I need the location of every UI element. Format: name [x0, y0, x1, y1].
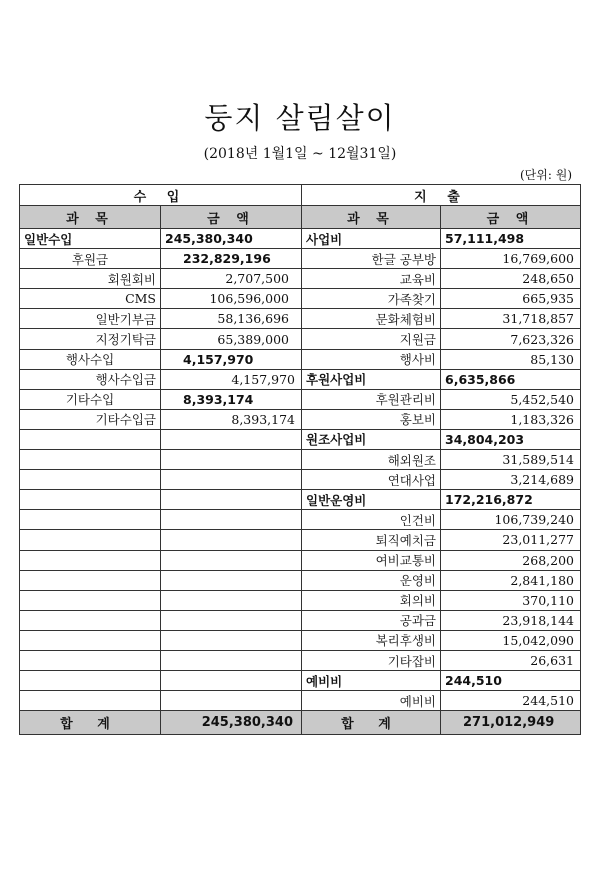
- income-subject: [20, 570, 161, 590]
- expense-amount: 172,216,872: [441, 490, 581, 510]
- income-subject-header: 과 목: [20, 206, 161, 229]
- income-subject: 회원회비: [20, 269, 161, 289]
- expense-subject: 홍보비: [302, 409, 441, 429]
- income-amount: 65,389,000: [161, 329, 302, 349]
- expense-amount: 26,631: [441, 650, 581, 670]
- expense-subject: 연대사업: [302, 470, 441, 490]
- income-amount: 8,393,174: [161, 389, 302, 409]
- expense-subject: 일반운영비: [302, 490, 441, 510]
- table-row: [20, 530, 581, 550]
- income-header: 수 입: [20, 185, 302, 206]
- table-row: [20, 630, 581, 650]
- expense-amount-header: 금 액: [441, 206, 581, 229]
- income-subject: [20, 450, 161, 470]
- income-amount: 4,157,970: [161, 369, 302, 389]
- table-row: [20, 229, 581, 249]
- income-subject: [20, 671, 161, 691]
- expense-subject: 운영비: [302, 570, 441, 590]
- income-amount: [161, 470, 302, 490]
- expense-subject: 기타잡비: [302, 650, 441, 670]
- income-amount: [161, 630, 302, 650]
- expense-amount: 16,769,600: [441, 249, 581, 269]
- income-subject: CMS: [20, 289, 161, 309]
- table-row: [20, 650, 581, 670]
- table-row: [20, 309, 581, 329]
- expense-subject: 행사비: [302, 349, 441, 369]
- income-subject: 지정기탁금: [20, 329, 161, 349]
- expense-amount: 7,623,326: [441, 329, 581, 349]
- income-amount: 245,380,340: [161, 229, 302, 249]
- income-subject: [20, 550, 161, 570]
- income-subject: [20, 530, 161, 550]
- expense-amount: 106,739,240: [441, 510, 581, 530]
- expense-amount: 34,804,203: [441, 429, 581, 449]
- income-amount: [161, 490, 302, 510]
- expense-subject: 예비비: [302, 691, 441, 711]
- income-amount: [161, 590, 302, 610]
- income-amount: 106,596,000: [161, 289, 302, 309]
- income-subject: [20, 490, 161, 510]
- income-subject: 일반기부금: [20, 309, 161, 329]
- income-amount: [161, 450, 302, 470]
- income-subject: 기타수입: [20, 389, 161, 409]
- income-amount: 232,829,196: [161, 249, 302, 269]
- table-row: [20, 269, 581, 289]
- expense-subject-header: 과 목: [302, 206, 441, 229]
- table-row: [20, 671, 581, 691]
- income-amount: 58,136,696: [161, 309, 302, 329]
- expense-subject: 공과금: [302, 610, 441, 630]
- expense-amount: 6,635,866: [441, 369, 581, 389]
- expense-amount: 370,110: [441, 590, 581, 610]
- expense-subject: 해외원조: [302, 450, 441, 470]
- expense-amount: 244,510: [441, 691, 581, 711]
- expense-subject: 지원금: [302, 329, 441, 349]
- income-amount: [161, 510, 302, 530]
- expense-amount: 15,042,090: [441, 630, 581, 650]
- expense-subject: 사업비: [302, 229, 441, 249]
- income-amount: [161, 691, 302, 711]
- expense-amount: 5,452,540: [441, 389, 581, 409]
- income-amount: 2,707,500: [161, 269, 302, 289]
- table-row: [20, 570, 581, 590]
- income-subject: [20, 510, 161, 530]
- section-header-row: [20, 185, 581, 206]
- income-subject: [20, 610, 161, 630]
- table-row: [20, 510, 581, 530]
- table-row: [20, 470, 581, 490]
- income-subject: [20, 650, 161, 670]
- expense-subject: 복리후생비: [302, 630, 441, 650]
- income-subject: [20, 590, 161, 610]
- expense-total-label: 합 계: [302, 711, 441, 735]
- table-row: [20, 450, 581, 470]
- unit-note: (단위: 원): [520, 168, 572, 182]
- income-amount: [161, 530, 302, 550]
- income-amount: [161, 550, 302, 570]
- expense-amount: 244,510: [441, 671, 581, 691]
- expense-subject: 한글 공부방: [302, 249, 441, 269]
- expense-amount: 268,200: [441, 550, 581, 570]
- table-row: [20, 550, 581, 570]
- expense-subject: 여비교통비: [302, 550, 441, 570]
- income-subject: 행사수입금: [20, 369, 161, 389]
- income-subject: 기타수입금: [20, 409, 161, 429]
- expense-subject: 가족찾기: [302, 289, 441, 309]
- table-row: [20, 249, 581, 269]
- expense-amount: 31,589,514: [441, 450, 581, 470]
- expense-amount: 57,111,498: [441, 229, 581, 249]
- expense-total-amount: 271,012,949: [441, 711, 581, 735]
- income-amount-header: 금 액: [161, 206, 302, 229]
- expense-header: 지 출: [302, 185, 581, 206]
- income-subject: 일반수입: [20, 229, 161, 249]
- table-row: [20, 610, 581, 630]
- expense-amount: 665,935: [441, 289, 581, 309]
- income-amount: 4,157,970: [161, 349, 302, 369]
- expense-amount: 3,214,689: [441, 470, 581, 490]
- expense-amount: 1,183,326: [441, 409, 581, 429]
- income-amount: [161, 671, 302, 691]
- expense-amount: 23,011,277: [441, 530, 581, 550]
- table-row: [20, 490, 581, 510]
- table-row: [20, 409, 581, 429]
- income-subject: [20, 630, 161, 650]
- income-subject: 후원금: [20, 249, 161, 269]
- income-total-label: 합 계: [20, 711, 161, 735]
- income-amount: [161, 610, 302, 630]
- table-row: [20, 691, 581, 711]
- income-subject: [20, 691, 161, 711]
- total-row: [20, 711, 581, 735]
- table-row: [20, 329, 581, 349]
- expense-subject: 교육비: [302, 269, 441, 289]
- expense-subject: 후원관리비: [302, 389, 441, 409]
- table-row: [20, 289, 581, 309]
- expense-subject: 인건비: [302, 510, 441, 530]
- income-amount: [161, 429, 302, 449]
- income-amount: [161, 650, 302, 670]
- expense-subject: 예비비: [302, 671, 441, 691]
- table-row: [20, 369, 581, 389]
- income-subject: 행사수입: [20, 349, 161, 369]
- table-row: [20, 590, 581, 610]
- table-row: [20, 389, 581, 409]
- income-total-amount: 245,380,340: [161, 711, 302, 735]
- expense-amount: 85,130: [441, 349, 581, 369]
- income-subject: [20, 470, 161, 490]
- expense-amount: 31,718,857: [441, 309, 581, 329]
- expense-amount: 248,650: [441, 269, 581, 289]
- table-row: [20, 349, 581, 369]
- expense-subject: 문화체험비: [302, 309, 441, 329]
- page-title: 둥지 살림살이: [204, 101, 396, 135]
- expense-amount: 2,841,180: [441, 570, 581, 590]
- expense-subject: 후원사업비: [302, 369, 441, 389]
- income-subject: [20, 429, 161, 449]
- budget-table: [19, 184, 581, 735]
- table-row: [20, 429, 581, 449]
- expense-subject: 회의비: [302, 590, 441, 610]
- income-amount: [161, 570, 302, 590]
- expense-subject: 원조사업비: [302, 429, 441, 449]
- expense-subject: 퇴직예치금: [302, 530, 441, 550]
- column-header-row: [20, 206, 581, 229]
- income-amount: 8,393,174: [161, 409, 302, 429]
- expense-amount: 23,918,144: [441, 610, 581, 630]
- period-subtitle: (2018년 1월1일 ~ 12월31일): [203, 146, 397, 162]
